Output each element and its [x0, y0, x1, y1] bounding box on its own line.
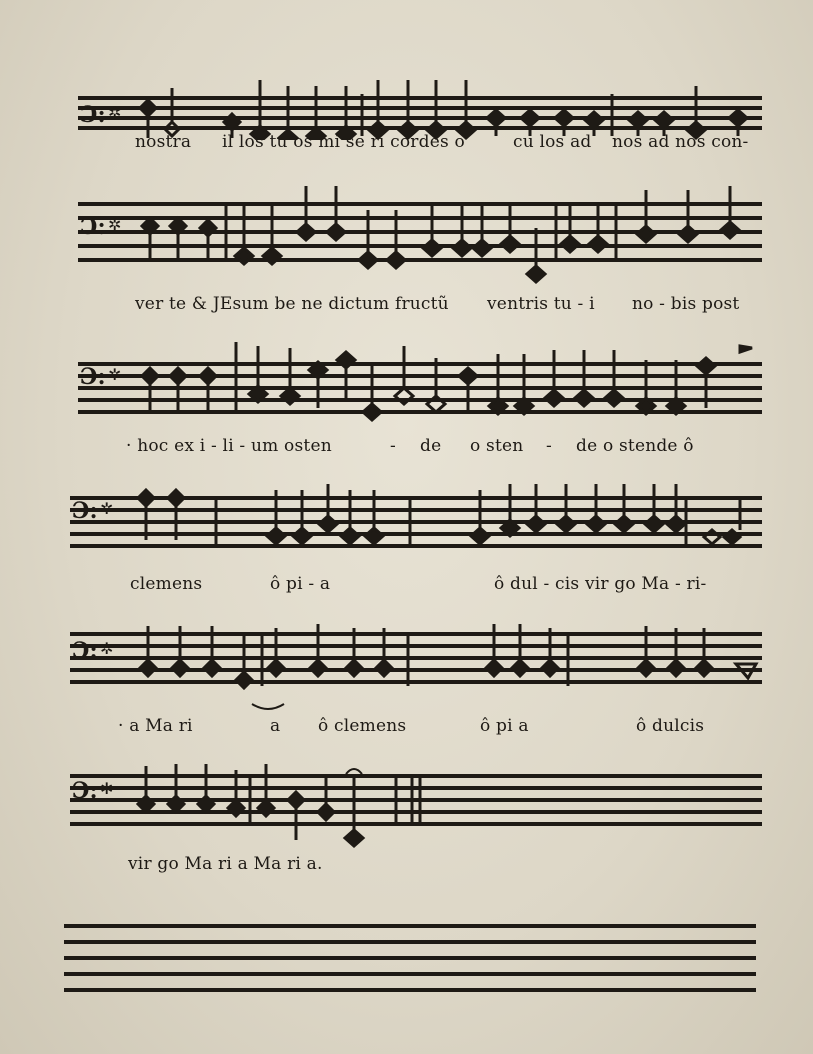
- lyric: o sten: [470, 436, 524, 456]
- lyric: -: [390, 436, 396, 456]
- staff-6: [0, 760, 813, 855]
- lyric: nos ad nos con-: [612, 132, 749, 152]
- lyric: vir go Ma ri a Ma ri a.: [128, 854, 323, 874]
- sharp-icon: ✲: [100, 639, 114, 658]
- lyrics-line-1: [0, 132, 813, 160]
- lyric: ô pi - a: [270, 574, 331, 594]
- lyric: ventris tu - i: [487, 294, 595, 314]
- lyric: il los tu os mi se ri cordes o: [222, 132, 465, 152]
- music-system-3: [0, 338, 813, 468]
- lyric: ô clemens: [318, 716, 407, 736]
- music-system-5: [0, 620, 813, 750]
- notes-4: [138, 484, 740, 548]
- sharp-icon: ✲: [108, 215, 122, 234]
- lyric: nostra: [135, 132, 192, 152]
- staff-3: [0, 338, 813, 438]
- lyric: ô dulcis: [636, 716, 705, 736]
- notes-3: [142, 342, 752, 420]
- staff-4: [0, 480, 813, 575]
- bass-clef-icon: Ɔ:: [72, 638, 98, 664]
- lyric: -: [546, 436, 552, 456]
- lyric: · hoc ex i - li - um osten: [126, 436, 332, 456]
- lyric: clemens: [130, 574, 203, 594]
- lyrics-line-2: [0, 294, 813, 322]
- music-system-4: [0, 480, 813, 620]
- staff-1: [0, 40, 813, 140]
- music-system-2: [0, 182, 813, 322]
- staff-5: [0, 620, 813, 715]
- blank-staff: [0, 918, 813, 998]
- lyric: de o stende ô: [576, 436, 694, 456]
- lyric: de: [420, 436, 442, 456]
- sharp-icon: ✲: [108, 103, 122, 122]
- lyric: ô dul - cis vir go Ma - ri-: [494, 574, 707, 594]
- lyric: ver te & JEsum be ne dictum fructũ: [135, 294, 449, 314]
- lyric: no - bis post: [632, 294, 740, 314]
- sharp-icon: ✲: [108, 365, 122, 384]
- lyrics-line-3: [0, 436, 813, 464]
- lyrics-line-5: [0, 716, 813, 744]
- lyric: a: [270, 716, 281, 736]
- music-system-1: [0, 40, 813, 170]
- bass-clef-icon: Ɔ:: [72, 498, 98, 524]
- lyric: · a Ma ri: [118, 716, 193, 736]
- bass-clef-icon: Ɔ:: [80, 102, 106, 128]
- lyric: cu los ad: [513, 132, 592, 152]
- sharp-icon: ✲: [100, 779, 114, 798]
- lyrics-line-4: [0, 574, 813, 602]
- lyrics-line-6: [0, 854, 813, 882]
- slur: [252, 704, 284, 709]
- bass-clef-icon: Ɔ:: [72, 778, 98, 804]
- music-system-6: [0, 760, 813, 890]
- lyric: ô pi a: [480, 716, 529, 736]
- sharp-icon: ✲: [100, 499, 114, 518]
- staff-2: [0, 182, 813, 292]
- bass-clef-icon: Ɔ:: [80, 364, 106, 390]
- bass-clef-icon: Ɔ:: [80, 214, 106, 240]
